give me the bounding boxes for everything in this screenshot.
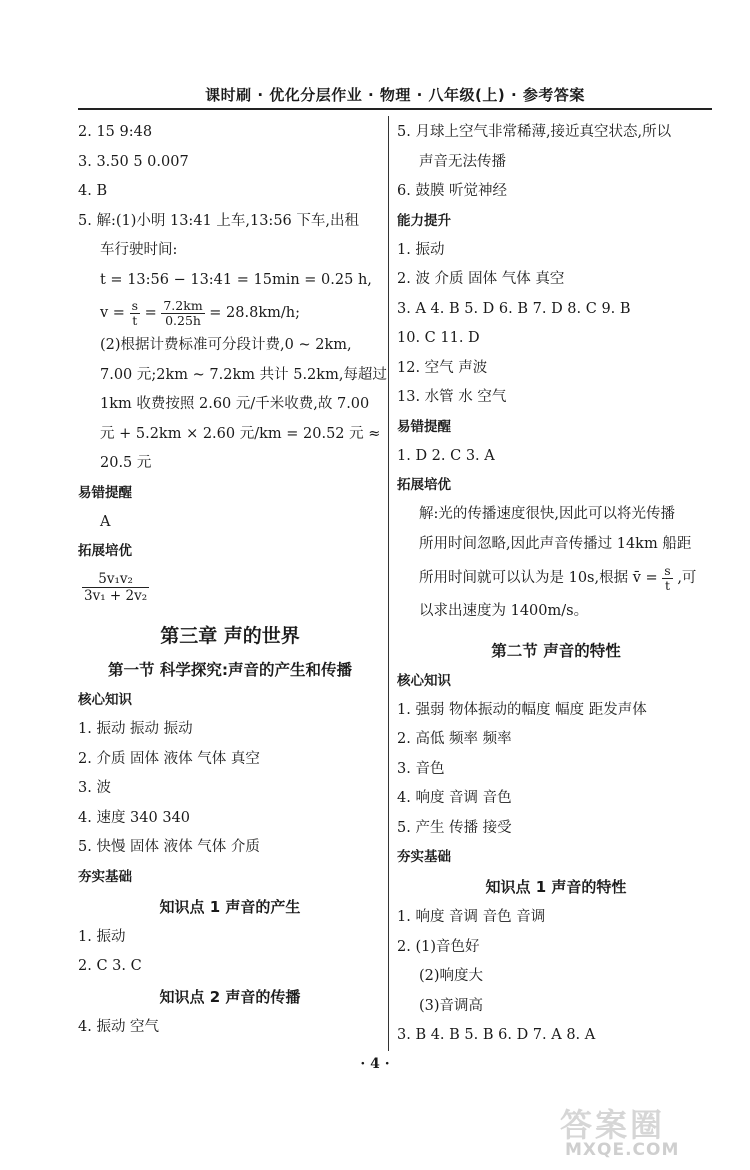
fraction-numerator: 7.2km	[163, 297, 203, 313]
answer-line: 20.5 元	[100, 455, 152, 471]
answer-line: 5. 解:(1)小明 13:41 上车,13:56 下车,出租	[78, 212, 359, 229]
header-rule	[78, 108, 712, 110]
formula-text: v =	[100, 305, 125, 321]
left-column	[78, 118, 387, 1042]
section-title: 第二节 声音的特性	[491, 641, 621, 660]
chapter-title: 第三章 声的世界	[160, 625, 300, 647]
heading-hexin: 核心知识	[397, 672, 451, 689]
section-title: 第一节 科学探究:声音的产生和传播	[107, 661, 353, 679]
answer-line: 2. (1)音色好	[397, 938, 480, 955]
fraction-denominator: 0.25h	[165, 312, 201, 328]
heading-yicuo: 易错提醒	[397, 418, 451, 435]
formula-text: ,可	[677, 570, 697, 586]
answer-line: 4. 振动 空气	[78, 1018, 160, 1035]
formula-text: 所用时间就可以认为是 10s,根据 v̄ =	[419, 570, 658, 586]
answer-line: 6. 鼓膜 听觉神经	[397, 183, 508, 199]
formula-text: =	[144, 305, 157, 321]
answer-line: 7.00 元;2km ~ 7.2km 共计 5.2km,每超过	[100, 366, 387, 383]
answer-line: 4. 速度 340 340	[78, 809, 191, 826]
fraction-numerator: 5v₁v₂	[82, 571, 149, 588]
fraction-s-over-t	[662, 564, 672, 593]
answer-line: 3. A 4. B 5. D 6. B 7. D 8. C 9. B	[397, 300, 631, 317]
heading-tuozhan: 拓展培优	[78, 543, 132, 559]
fraction-numerator: s	[131, 297, 138, 313]
answer-line: 1. 振动	[397, 241, 445, 258]
answer-line: 车行驶时间:	[100, 242, 178, 258]
heading-nengli: 能力提升	[397, 212, 451, 229]
answer-line: 以求出速度为 1400m/s。	[419, 603, 589, 619]
fraction-s-over-t	[130, 299, 140, 328]
answer-line: 1. 振动	[78, 928, 126, 945]
answer-line: 3. 音色	[397, 760, 445, 777]
answer-line: 2. C 3. C	[78, 958, 142, 974]
heading-hangshi: 夯实基础	[397, 849, 451, 865]
fraction-values	[161, 299, 204, 328]
answer-line: 解:光的传播速度很快,因此可以将光传播	[419, 506, 675, 522]
knowledge-point-title: 知识点 1 声音的特性	[485, 878, 627, 896]
answer-line: 10. C 11. D	[397, 330, 480, 346]
fraction-denominator: t	[664, 577, 670, 593]
answer-line: 12. 空气 声波	[397, 359, 488, 376]
answer-line: 4. B	[78, 183, 108, 199]
answer-line: 1km 收费按照 2.60 元/千米收费,故 7.00	[100, 396, 370, 412]
tuozhan-answer	[78, 566, 382, 608]
answer-line: 元 + 5.2km × 2.60 元/km = 20.52 元 ≈	[100, 425, 381, 442]
answer-line: 1. 强弱 物体振动的幅度 幅度 距发声体	[397, 701, 647, 718]
answer-line: t = 13:56 − 13:41 = 15min = 0.25 h,	[100, 271, 372, 288]
fraction-denominator: t	[132, 312, 138, 328]
page-number: · 4 ·	[360, 1056, 390, 1072]
answer-line: 1. D 2. C 3. A	[397, 447, 495, 464]
answer-line: 5. 快慢 固体 液体 气体 介质	[78, 839, 260, 855]
answer-line: 4. 响度 音调 音色	[397, 790, 512, 806]
answer-line: (2)响度大	[419, 968, 484, 984]
watermark-logo	[560, 1100, 745, 1165]
answer-line: 13. 水管 水 空气	[397, 389, 507, 405]
answer-line: (3)音调高	[419, 997, 484, 1014]
column-divider	[388, 116, 389, 1051]
answer-line: 3. 波	[78, 780, 111, 796]
answer-line: 声音无法传播	[419, 153, 506, 170]
page-header: 课时刷 · 优化分层作业 · 物理 · 八年级(上) · 参考答案	[205, 86, 585, 104]
answer-line: 5. 月球上空气非常稀薄,接近真空状态,所以	[397, 124, 672, 140]
answer-line: A	[100, 513, 111, 530]
answer-line: 5. 产生 传播 接受	[397, 819, 512, 836]
answer-line: 2. 介质 固体 液体 气体 真空	[78, 750, 260, 767]
answer-line: 2. 15 9:48	[78, 124, 153, 140]
answer-line: 2. 高低 频率 频率	[397, 731, 512, 747]
answer-line: 所用时间忽略,因此声音传播过 14km 船距	[419, 535, 692, 552]
answer-line: 3. 3.50 5 0.007	[78, 153, 189, 170]
heading-tuozhan: 拓展培优	[397, 477, 451, 493]
fraction-numerator: s	[664, 562, 671, 578]
answer-line: 1. 振动 振动 振动	[78, 721, 193, 737]
speed-formula-line	[397, 559, 715, 597]
answer-line: (2)根据计费标准可分段计费,0 ~ 2km,	[100, 337, 352, 353]
heading-hexin: 核心知识	[78, 692, 132, 708]
heading-yicuo: 易错提醒	[78, 484, 132, 501]
fraction-denominator: 3v₁ + 2v₂	[84, 587, 148, 604]
fraction-answer	[82, 571, 149, 604]
heading-hangshi: 夯实基础	[78, 868, 132, 885]
answer-line: 3. B 4. B 5. B 6. D 7. A 8. A	[397, 1027, 596, 1043]
watermark-url: MXQE.COM	[565, 1140, 680, 1160]
right-column	[397, 118, 715, 1051]
watermark-text: 答案圈	[560, 1106, 666, 1144]
knowledge-point-title: 知识点 1 声音的产生	[159, 897, 301, 916]
answer-line: 2. 波 介质 固体 气体 真空	[397, 271, 565, 287]
formula-text: = 28.8km/h;	[209, 305, 300, 321]
answer-line: 1. 响度 音调 音色 音调	[397, 909, 546, 925]
velocity-formula	[78, 295, 382, 331]
knowledge-point-title: 知识点 2 声音的传播	[159, 987, 301, 1006]
